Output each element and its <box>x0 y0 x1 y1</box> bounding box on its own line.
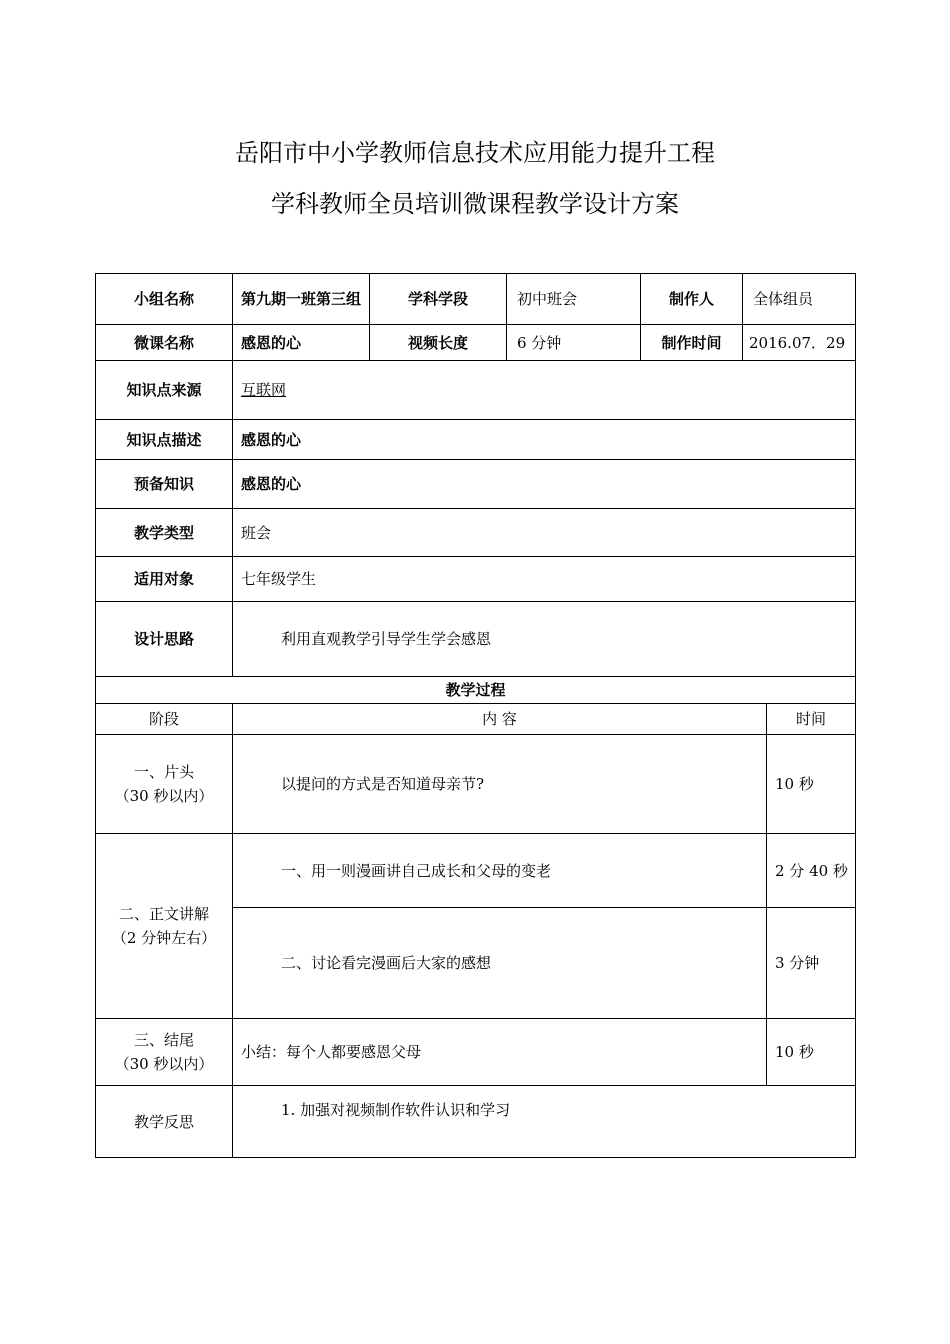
stage2-content-a: 一、用一则漫画讲自己成长和父母的变老 <box>233 834 767 908</box>
stage3-content: 小结：每个人都要感恩父母 <box>233 1019 767 1086</box>
target-label: 适用对象 <box>96 557 233 602</box>
stage2-time-b: 3 分钟 <box>767 908 856 1019</box>
stage2-cell <box>96 834 233 1019</box>
col-stage-header: 阶段 <box>96 704 233 735</box>
type-value: 班会 <box>233 509 856 557</box>
source-link[interactable]: 互联网 <box>241 381 287 399</box>
length-label: 视频长度 <box>370 325 507 361</box>
prior-label: 预备知识 <box>96 460 233 509</box>
stage3-name: 三、结尾 <box>133 1031 194 1049</box>
group-value: 第九期一班第三组 <box>233 274 370 325</box>
stage2-content-b: 二、讨论看完漫画后大家的感想 <box>233 908 767 1019</box>
stage1-cell <box>96 735 233 834</box>
reflect-label: 教学反思 <box>96 1086 233 1158</box>
reflect-value: 1. 加强对视频制作软件认识和学习 <box>233 1086 856 1158</box>
col-content-header: 内 容 <box>233 704 767 735</box>
stage1-time: 10 秒 <box>767 735 856 834</box>
stage3-time: 10 秒 <box>767 1019 856 1086</box>
desc-value: 感恩的心 <box>233 420 856 460</box>
source-label: 知识点来源 <box>96 361 233 420</box>
length-value: 6 分钟 <box>507 325 641 361</box>
stage1-note: （30 秒以内） <box>114 787 214 805</box>
course-label: 微课名称 <box>96 325 233 361</box>
group-label: 小组名称 <box>96 274 233 325</box>
stage1-name: 一、片头 <box>133 763 194 781</box>
time-value: 2016.07．29 <box>743 325 856 361</box>
time-label: 制作时间 <box>641 325 743 361</box>
info-table <box>95 273 856 677</box>
design-label: 设计思路 <box>96 602 233 677</box>
document-title-line2: 学科教师全员培训微课程教学设计方案 <box>271 190 679 218</box>
col-time-header: 时间 <box>767 704 856 735</box>
stage1-content: 以提问的方式是否知道母亲节? <box>233 735 767 834</box>
stage2-note: （2 分钟左右） <box>111 929 217 947</box>
subject-value: 初中班会 <box>507 274 641 325</box>
maker-label: 制作人 <box>641 274 743 325</box>
design-value: 利用直观教学引导学生学会感恩 <box>233 602 856 677</box>
type-label: 教学类型 <box>96 509 233 557</box>
stage2-time-a: 2 分 40 秒 <box>767 834 856 908</box>
desc-label: 知识点描述 <box>96 420 233 460</box>
stage3-note: （30 秒以内） <box>114 1055 214 1073</box>
process-heading: 教学过程 <box>96 677 856 704</box>
subject-label: 学科学段 <box>370 274 507 325</box>
prior-value: 感恩的心 <box>233 460 856 509</box>
process-table <box>95 676 856 1158</box>
course-value: 感恩的心 <box>233 325 370 361</box>
maker-value: 全体组员 <box>743 274 856 325</box>
document-title-line1: 岳阳市中小学教师信息技术应用能力提升工程 <box>235 139 715 167</box>
stage2-name: 二、正文讲解 <box>118 905 209 923</box>
target-value: 七年级学生 <box>233 557 856 602</box>
stage3-cell <box>96 1019 233 1086</box>
